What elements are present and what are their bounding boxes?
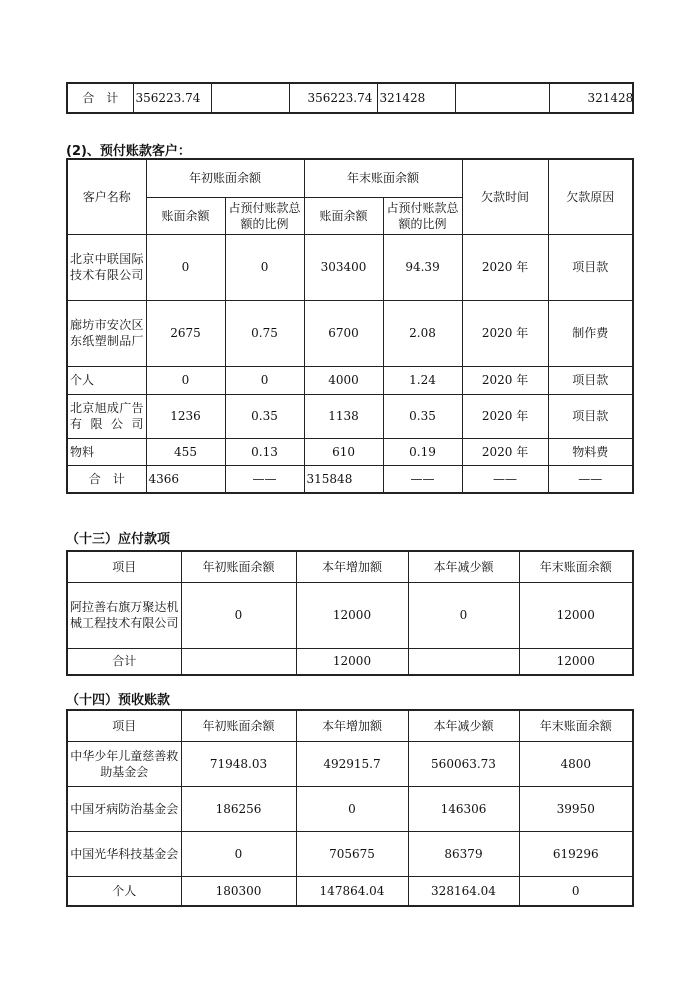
total-label: 合 计 (67, 83, 133, 113)
decrease: 560063.73 (408, 741, 519, 786)
customer-name: 个人 (67, 366, 146, 394)
total-cell (455, 83, 549, 113)
total-cell: 356223.74 (133, 83, 211, 113)
begin-balance: 0 (146, 366, 225, 394)
time: 2020 年 (462, 300, 548, 366)
payable-section-title: （十三）应付款项 (66, 532, 171, 547)
item-name: 中国光华科技基金会 (67, 831, 181, 876)
total-cell: 356223.74 (289, 83, 377, 113)
table-row (67, 300, 633, 366)
end-ratio: 94.39 (383, 234, 462, 300)
end-ratio: 0.35 (383, 394, 462, 438)
header-ratio: 占预付账款总额的比例 (225, 197, 304, 234)
total-end-ratio: —— (383, 465, 462, 493)
total-cell (211, 83, 289, 113)
begin-ratio: 0.13 (225, 438, 304, 465)
increase: 492915.7 (296, 741, 408, 786)
end-balance: 610 (304, 438, 383, 465)
header-increase: 本年增加额 (296, 551, 408, 582)
header-reason: 欠款原因 (548, 159, 633, 234)
table-row (67, 366, 633, 394)
increase: 12000 (296, 648, 408, 675)
total-begin-balance: 4366 (146, 465, 225, 493)
header-increase: 本年增加额 (296, 710, 408, 741)
increase: 0 (296, 786, 408, 831)
total-begin-ratio: —— (225, 465, 304, 493)
header-decrease: 本年减少额 (408, 551, 519, 582)
table-row (67, 438, 633, 465)
begin-balance: 71948.03 (181, 741, 296, 786)
header-decrease: 本年减少额 (408, 710, 519, 741)
header-book-balance: 账面余额 (304, 197, 383, 234)
header-end-balance: 年末账面余额 (519, 710, 633, 741)
customer-name: 廊坊市安次区东纸塑制品厂 (67, 300, 146, 366)
payable-header-row (67, 551, 633, 582)
time: 2020 年 (462, 366, 548, 394)
end-balance: 39950 (519, 786, 633, 831)
begin-balance: 180300 (181, 876, 296, 906)
total-label: 合 计 (67, 465, 146, 493)
customer-name: 北京旭成广告有限公司 (67, 394, 146, 438)
total-cell: 321428 (549, 83, 633, 113)
table-row (67, 876, 633, 906)
end-balance: 4800 (519, 741, 633, 786)
prepay-header-row (67, 159, 633, 197)
advance-header-row (67, 710, 633, 741)
time: 2020 年 (462, 234, 548, 300)
end-balance: 4000 (304, 366, 383, 394)
top-total-table (66, 82, 634, 114)
header-end-balance: 年末账面余额 (519, 551, 633, 582)
header-end-group: 年末账面余额 (304, 159, 462, 197)
begin-balance: 0 (146, 234, 225, 300)
begin-ratio: 0.35 (225, 394, 304, 438)
begin-ratio: 0 (225, 234, 304, 300)
begin-balance: 455 (146, 438, 225, 465)
header-begin-balance: 年初账面余额 (181, 710, 296, 741)
customer-name: 物料 (67, 438, 146, 465)
reason: 项目款 (548, 366, 633, 394)
prepay-total-row (67, 465, 633, 493)
payable-total-row (67, 648, 633, 675)
increase: 705675 (296, 831, 408, 876)
reason: 物料费 (548, 438, 633, 465)
begin-ratio: 0 (225, 366, 304, 394)
header-book-balance: 账面余额 (146, 197, 225, 234)
item-name: 个人 (67, 876, 181, 906)
begin-balance (181, 648, 296, 675)
prepay-section-title: (2)、预付账款客户： (66, 144, 191, 159)
table-row (67, 831, 633, 876)
table-row (67, 582, 633, 648)
header-customer: 客户名称 (67, 159, 146, 234)
reason: 项目款 (548, 234, 633, 300)
decrease: 0 (408, 582, 519, 648)
advance-section-title: （十四）预收账款 (66, 693, 171, 708)
table-row (67, 786, 633, 831)
customer-name: 北京中联国际技术有限公司 (67, 234, 146, 300)
end-balance: 12000 (519, 648, 633, 675)
decrease: 146306 (408, 786, 519, 831)
end-balance: 6700 (304, 300, 383, 366)
item-name: 中国牙病防治基金会 (67, 786, 181, 831)
total-cell: 321428 (377, 83, 455, 113)
header-time: 欠款时间 (462, 159, 548, 234)
header-item: 项目 (67, 551, 181, 582)
increase: 147864.04 (296, 876, 408, 906)
table-row (67, 741, 633, 786)
item-name: 阿拉善右旗万聚达机械工程技术有限公司 (67, 582, 181, 648)
time: 2020 年 (462, 394, 548, 438)
advance-table (66, 709, 634, 907)
begin-balance: 186256 (181, 786, 296, 831)
header-ratio: 占预付账款总额的比例 (383, 197, 462, 234)
item-name: 中华少年儿童慈善救助基金会 (67, 741, 181, 786)
top-total-row (67, 83, 633, 113)
total-time: —— (462, 465, 548, 493)
begin-balance: 0 (181, 582, 296, 648)
table-row (67, 394, 633, 438)
increase: 12000 (296, 582, 408, 648)
header-item: 项目 (67, 710, 181, 741)
decrease: 86379 (408, 831, 519, 876)
begin-balance: 2675 (146, 300, 225, 366)
payable-table (66, 550, 634, 676)
table-row (67, 234, 633, 300)
end-ratio: 1.24 (383, 366, 462, 394)
header-begin-balance: 年初账面余额 (181, 551, 296, 582)
end-balance: 619296 (519, 831, 633, 876)
begin-balance: 1236 (146, 394, 225, 438)
reason: 制作费 (548, 300, 633, 366)
reason: 项目款 (548, 394, 633, 438)
header-begin-group: 年初账面余额 (146, 159, 304, 197)
end-ratio: 2.08 (383, 300, 462, 366)
decrease (408, 648, 519, 675)
total-reason: —— (548, 465, 633, 493)
decrease: 328164.04 (408, 876, 519, 906)
end-balance: 1138 (304, 394, 383, 438)
begin-balance: 0 (181, 831, 296, 876)
total-label: 合计 (67, 648, 181, 675)
prepay-table (66, 158, 634, 494)
end-balance: 12000 (519, 582, 633, 648)
end-balance: 0 (519, 876, 633, 906)
time: 2020 年 (462, 438, 548, 465)
end-balance: 303400 (304, 234, 383, 300)
begin-ratio: 0.75 (225, 300, 304, 366)
total-end-balance: 315848 (304, 465, 383, 493)
end-ratio: 0.19 (383, 438, 462, 465)
